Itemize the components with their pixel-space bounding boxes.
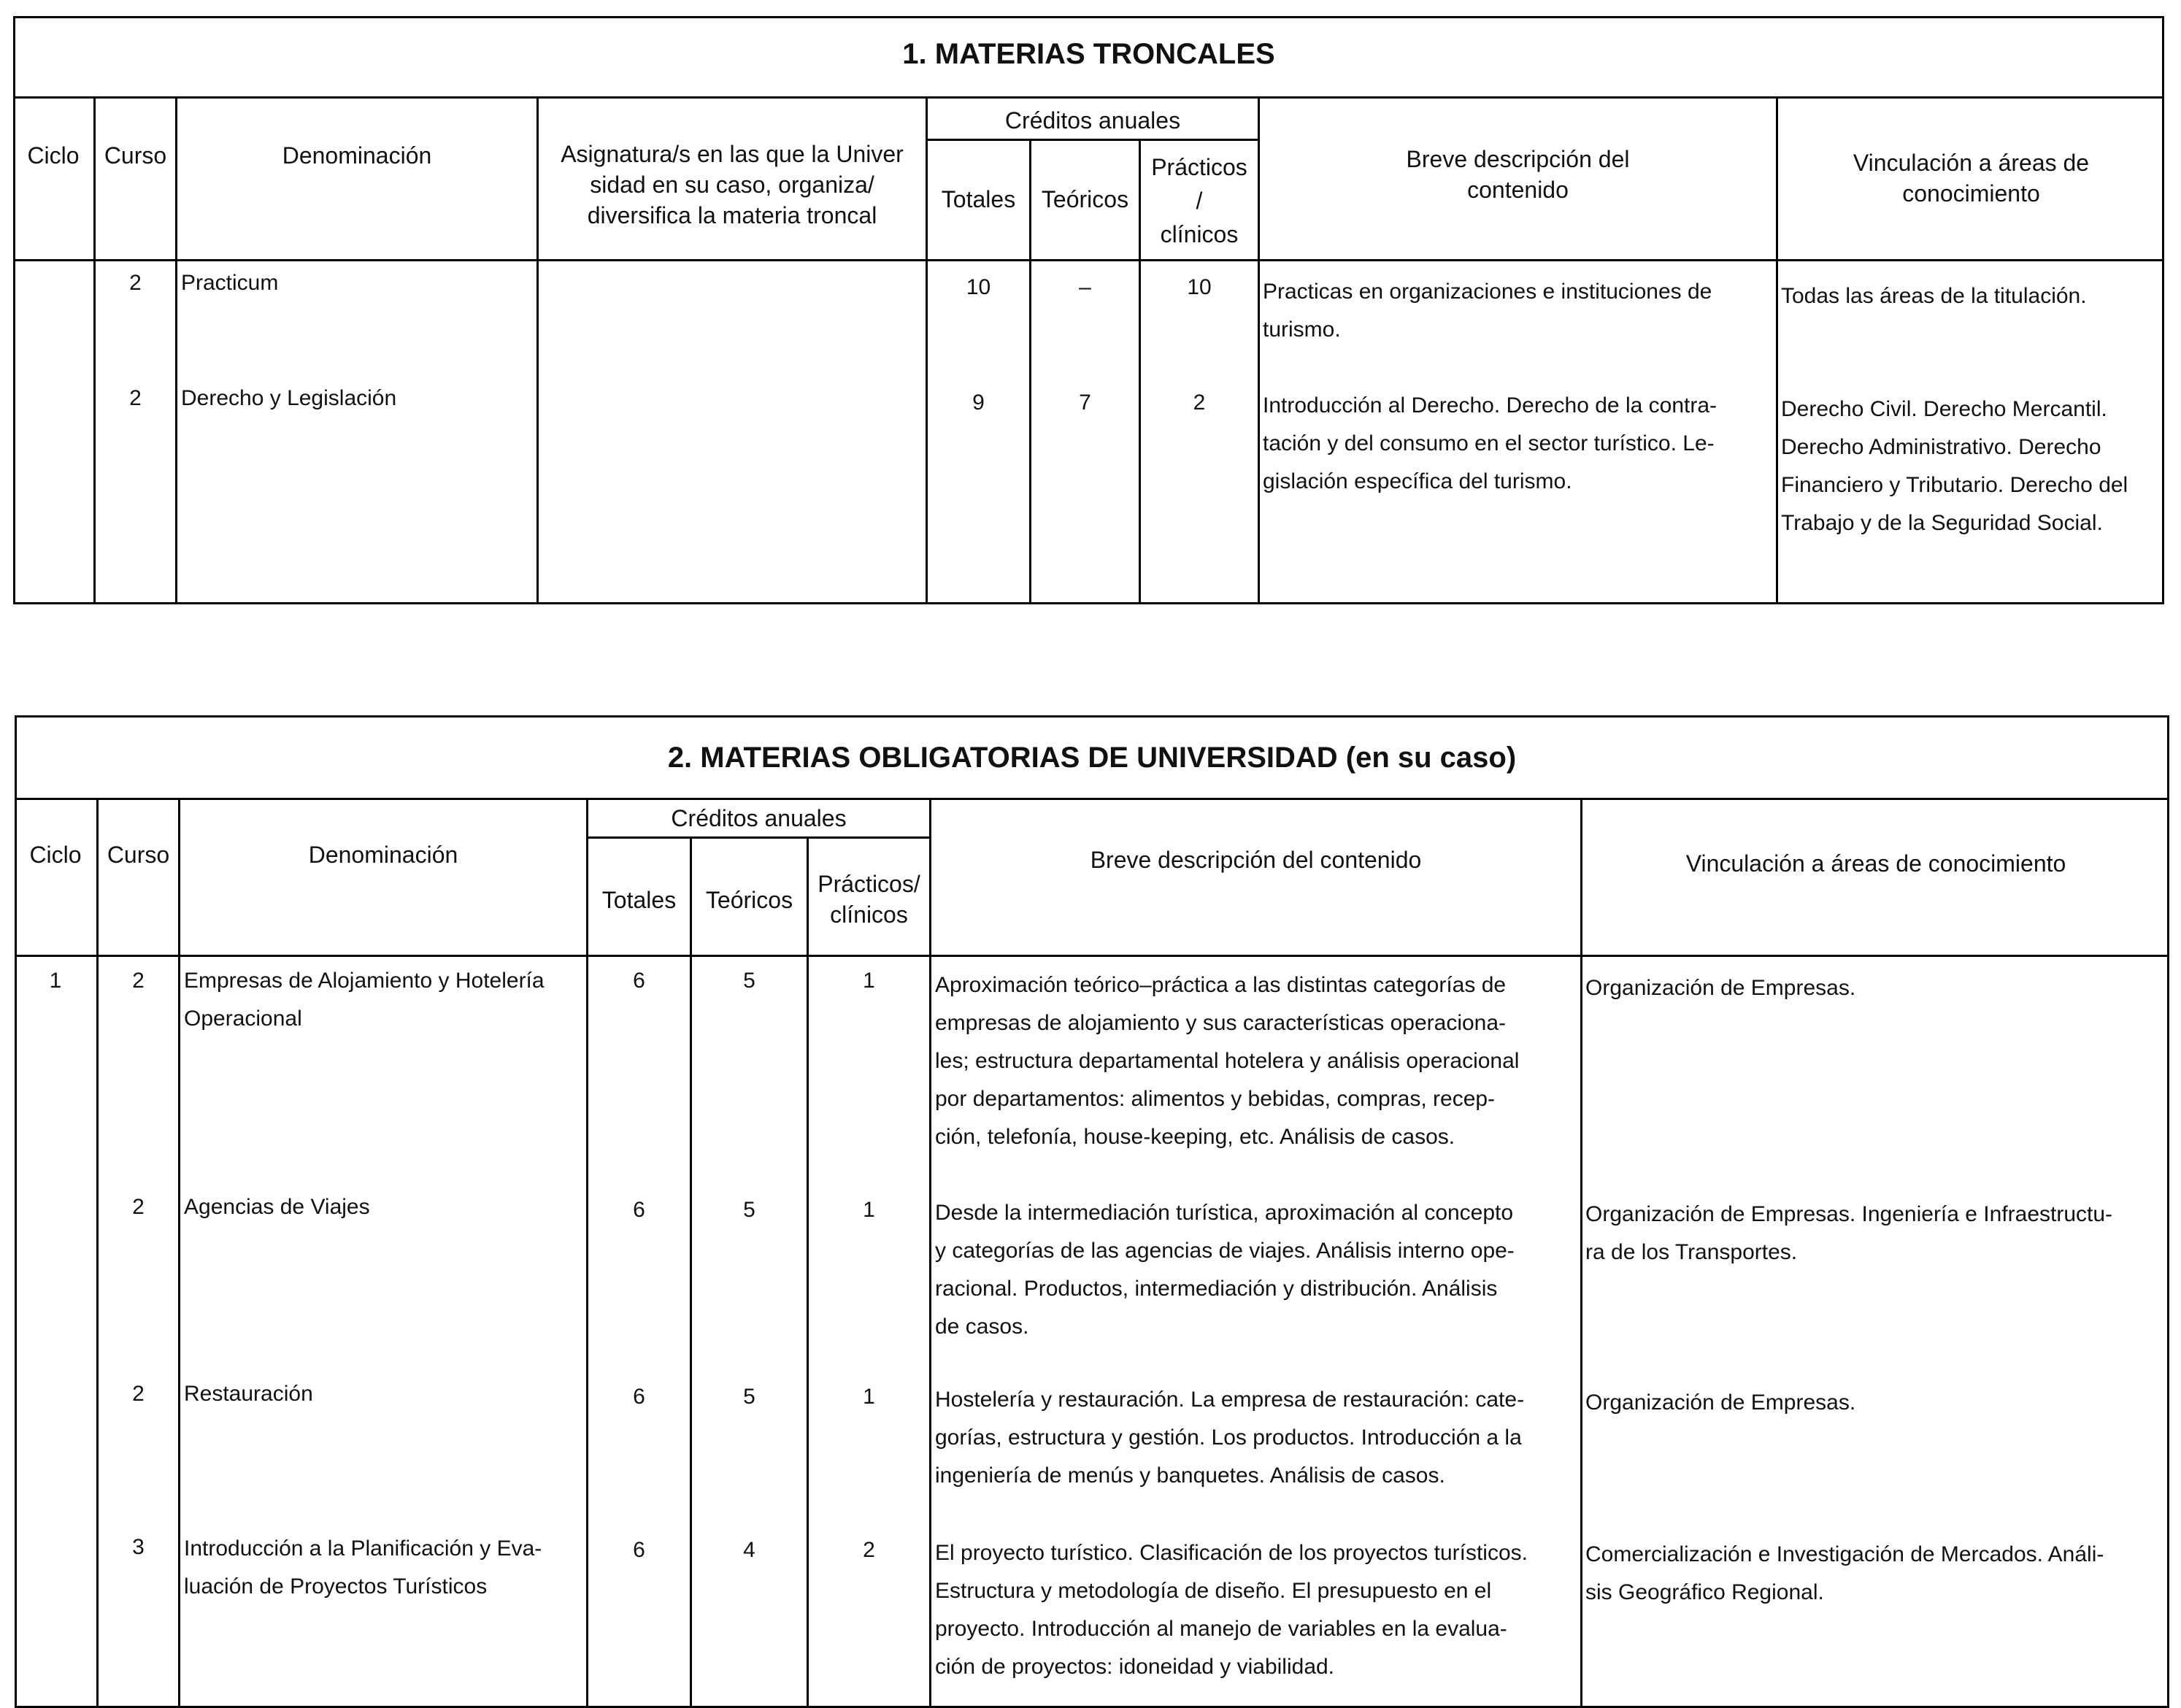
cell-denominacion: Empresas de Alojamiento y Hotelería Operacional (184, 969, 545, 1031)
cell-teoricos: 5 (743, 969, 755, 993)
cell-vinculacion: Comercialización e Investigación de Mercados. Análi- sis Geográfico Regional. (1585, 1542, 2104, 1604)
header-ciclo: Ciclo (27, 142, 80, 169)
table1-col-rule (926, 96, 928, 604)
table2-col-rule (178, 798, 180, 1708)
table2-col-rule (96, 798, 99, 1708)
cell-descripcion: El proyecto turístico. Clasificación de los proyectos turísticos. Estructura y metodología de diseño. El presupuesto en el proyecto. Introducción al manejo de variables en la evalua- ción de proyectos: idoneidad y viabilidad. (935, 1541, 1528, 1679)
cell-practicos: 1 (863, 1385, 875, 1409)
header-practicos: Prácticos / clínicos (1151, 154, 1247, 247)
cell-descripcion: Hostelería y restauración. La empresa de restauración: cate- gorías, estructura y gestión. Los productos. Introducción a la ingeniería de menús y banquetes. Análisis de casos. (935, 1388, 1525, 1488)
cell-denominacion: Introducción a la Planificación y Eva- luación de Proyectos Turísticos (184, 1536, 542, 1599)
cell-totales: 6 (633, 1385, 645, 1409)
header-totales: Totales (601, 887, 677, 913)
cell-vinculacion: Organización de Empresas. Ingeniería e Infraestructu- ra de los Transportes. (1585, 1202, 2113, 1264)
table2-col-rule (929, 798, 931, 1708)
cell-vinculacion: Organización de Empresas. (1585, 1390, 1856, 1415)
table1-creditos-rule (926, 139, 1258, 141)
cell-descripcion: Introducción al Derecho. Derecho de la contra- tación y del consumo en el sector turístico. Le- gislación específica del turismo. (1263, 393, 1718, 493)
table2-col-rule (1580, 798, 1582, 1708)
header-creditos-anuales: Créditos anuales (671, 805, 847, 831)
table2-title-rule (15, 798, 2169, 800)
header-teoricos: Teóricos (705, 887, 793, 913)
header-descripcion: Breve descripción del contenido (1090, 847, 1422, 873)
table1-title: 1. MATERIAS TRONCALES (902, 38, 1275, 70)
header-descripcion: Breve descripción del contenido (1406, 146, 1630, 203)
cell-vinculacion: Todas las áreas de la titulación. (1781, 284, 2087, 308)
cell-denominacion: Derecho y Legislación (181, 386, 397, 410)
cell-teoricos: 5 (743, 1385, 755, 1409)
table2-header-rule (15, 955, 2169, 957)
cell-curso: 3 (132, 1535, 145, 1559)
cell-denominacion: Practicum (181, 271, 279, 295)
cell-practicos: 2 (863, 1538, 875, 1562)
header-vinculacion: Vinculación a áreas de conocimiento (1853, 150, 2090, 207)
header-denominacion: Denominación (308, 842, 458, 868)
cell-teoricos: 4 (743, 1538, 755, 1562)
header-vinculacion: Vinculación a áreas de conocimiento (1685, 850, 2066, 877)
cell-totales: 6 (633, 1538, 645, 1562)
header-ciclo: Ciclo (29, 842, 82, 868)
cell-teoricos: – (1079, 275, 1091, 299)
cell-vinculacion: Organización de Empresas. (1585, 976, 1856, 1000)
cell-descripcion: Aproximación teórico–práctica a las distintas categorías de empresas de alojamiento y sus características operaciona- les; estructura departamental hotelera y análisis operacional por departamentos: alimentos y bebidas, compras, recep- ción, telefonía, house-keeping, etc. Análisis de casos. (935, 973, 1520, 1149)
cell-ciclo: 1 (49, 969, 62, 993)
header-totales: Totales (941, 186, 1016, 212)
cell-teoricos: 5 (743, 1198, 755, 1222)
cell-practicos: 10 (1187, 275, 1212, 299)
table2-creditos-rule (586, 836, 929, 839)
header-practicos: Prácticos/ clínicos (818, 871, 920, 928)
cell-teoricos: 7 (1079, 391, 1091, 415)
header-denominacion: Denominación (282, 142, 432, 169)
cell-curso: 2 (132, 1195, 145, 1219)
cell-descripcion: Practicas en organizaciones e instituciones de turismo. (1263, 280, 1712, 342)
cell-curso: 2 (132, 1382, 145, 1406)
header-curso: Curso (107, 842, 170, 868)
cell-totales: 10 (966, 275, 991, 299)
cell-curso: 2 (132, 969, 145, 993)
cell-totales: 6 (633, 969, 645, 993)
table1-title-rule (13, 96, 2164, 99)
table1-col-rule (93, 96, 96, 604)
cell-totales: 6 (633, 1198, 645, 1222)
header-curso: Curso (104, 142, 167, 169)
table2-title: 2. MATERIAS OBLIGATORIAS DE UNIVERSIDAD (en su caso) (667, 742, 1517, 774)
cell-descripcion: Desde la intermediación turística, aproximación al concepto y categorías de las agencias de viajes. Análisis interno ope- racional. Productos, intermediación y distribución. Análisis de casos. (935, 1201, 1515, 1339)
cell-curso: 2 (129, 271, 142, 295)
header-creditos-anuales: Créditos anuales (1004, 107, 1181, 134)
cell-practicos: 1 (863, 969, 875, 993)
cell-denominacion: Restauración (184, 1382, 313, 1406)
table1-header-rule (13, 259, 2164, 261)
cell-curso: 2 (129, 386, 142, 410)
table2-col-rule (586, 798, 588, 1708)
table1-col-rule (175, 96, 177, 604)
header-teoricos: Teóricos (1041, 186, 1129, 212)
cell-practicos: 2 (1193, 391, 1206, 415)
cell-denominacion: Agencias de Viajes (184, 1195, 370, 1219)
cell-practicos: 1 (863, 1198, 875, 1222)
cell-totales: 9 (972, 391, 985, 415)
header-asignaturas: Asignatura/s en las que la Univer sidad en su caso, organiza/ diversifica la materia troncal (561, 141, 904, 228)
cell-vinculacion: Derecho Civil. Derecho Mercantil. Derecho Administrativo. Derecho Financiero y Tributario. Derecho del Trabajo y de la Seguridad Social. (1781, 397, 2128, 535)
